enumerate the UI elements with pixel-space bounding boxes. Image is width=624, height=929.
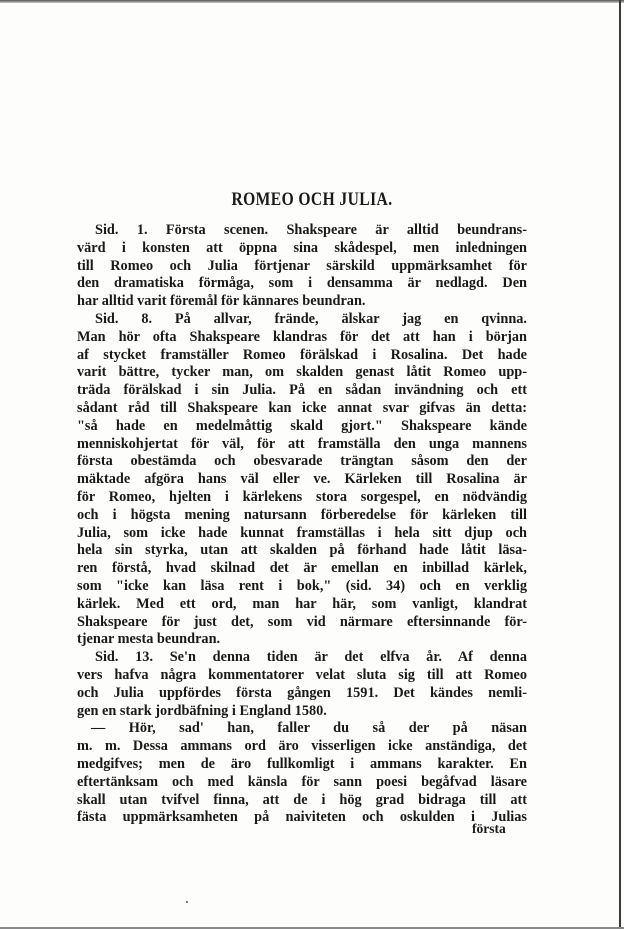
text-line: Sid. 13. Se'n denna tiden är det elfva år. Af denna xyxy=(95,649,527,666)
text-line: sådant råd till Shakspeare kan icke annat svar gifvas än detta: xyxy=(77,399,527,416)
text-line: Man hör ofta Shakspeare klandras för det att han i början xyxy=(77,328,527,345)
text-line: för Romeo, hjelten i kärlekens stora sorgespel, en nödvändig xyxy=(77,488,527,505)
text-line: som "icke kan läsa rent i bok," (sid. 34) och en verklig xyxy=(77,577,527,594)
text-line: af stycket framställer Romeo förälskad i Rosalina. Det hade xyxy=(77,346,527,363)
text-line: tjenar mesta beundran. xyxy=(77,631,221,648)
text-line: Shakspeare för just det, som vid närmare eftersinnande för- xyxy=(77,613,527,630)
text-line: m. m. Dessa ammans ord äro visserligen icke anständiga, det xyxy=(77,738,527,755)
catchword: första xyxy=(472,821,506,836)
text-line: "så hade en medelmåttig skald gjort." Shakspeare kände xyxy=(77,417,527,434)
text-line: ren förstå, hvad skilnad det är emellan en inbillad kärlek, xyxy=(77,560,527,577)
text-line: eftertänksam och med känsla för sann poesi begåfvad läsare xyxy=(77,773,527,790)
text-line: medgifves; men de äro fullkomligt i ammans karakter. En xyxy=(77,755,527,772)
page-edge-right xyxy=(619,0,621,929)
page-edge-top xyxy=(0,0,624,3)
text-line: Sid. 8. På allvar, frände, älskar jag en qvinna. xyxy=(95,310,527,327)
text-line: träda förälskad i sin Julia. På en sådan invändning och ett xyxy=(77,382,527,399)
print-speck xyxy=(186,901,188,903)
body-text xyxy=(77,222,527,827)
page-title: ROMEO OCH JULIA. xyxy=(231,189,393,210)
text-line: gen en stark jordbäfning i England 1580. xyxy=(77,702,327,719)
text-line: och Julia uppfördes första gången 1591. Det kändes nemli- xyxy=(77,684,527,701)
text-line: hela sin styrka, utan att skalden på förhand hade låtit läsa- xyxy=(77,542,527,559)
text-line: — Hör, sad' han, faller du så der på näsan xyxy=(91,720,527,737)
text-line: har alltid varit föremål för kännares beundran. xyxy=(77,293,366,310)
text-line: menniskohjertat för väl, för att framställa den unga mannens xyxy=(77,435,527,452)
text-line: till Romeo och Julia förtjenar särskild uppmärksamhet för xyxy=(77,257,527,274)
text-line: kärlek. Med ett ord, man har här, som vanligt, klandrat xyxy=(77,595,527,612)
text-line: mäktade afgöra hans väl eller ve. Kärleken till Rosalina är xyxy=(77,471,527,488)
text-line: fästa uppmärksamheten på naiviteten och oskulden i Julias xyxy=(77,809,527,826)
text-line: Sid. 1. Första scenen. Shakspeare är alltid beundrans- xyxy=(95,222,527,238)
text-line: och i högsta mening natursann förberedelse för kärleken till xyxy=(77,506,527,523)
text-line: första obestämda och obesvarade trängtan såsom den der xyxy=(77,453,527,470)
text-line: skall utan tvifvel finna, att de i hög grad bidraga till att xyxy=(77,791,527,808)
text-line: varit bättre, tycker man, om skalden genast låtit Romeo upp- xyxy=(77,364,527,381)
text-line: Julia, som icke hade kunnat framställas i hela sitt djup och xyxy=(77,524,527,541)
text-line: den dramatiska förmåga, som i densamma är nedlagd. Den xyxy=(77,275,527,292)
text-line: värd i konsten att öppna sina skådespel, men inledningen xyxy=(77,239,527,256)
text-line: vers hafva några kommentatorer velat sluta sig till att Romeo xyxy=(77,666,527,683)
